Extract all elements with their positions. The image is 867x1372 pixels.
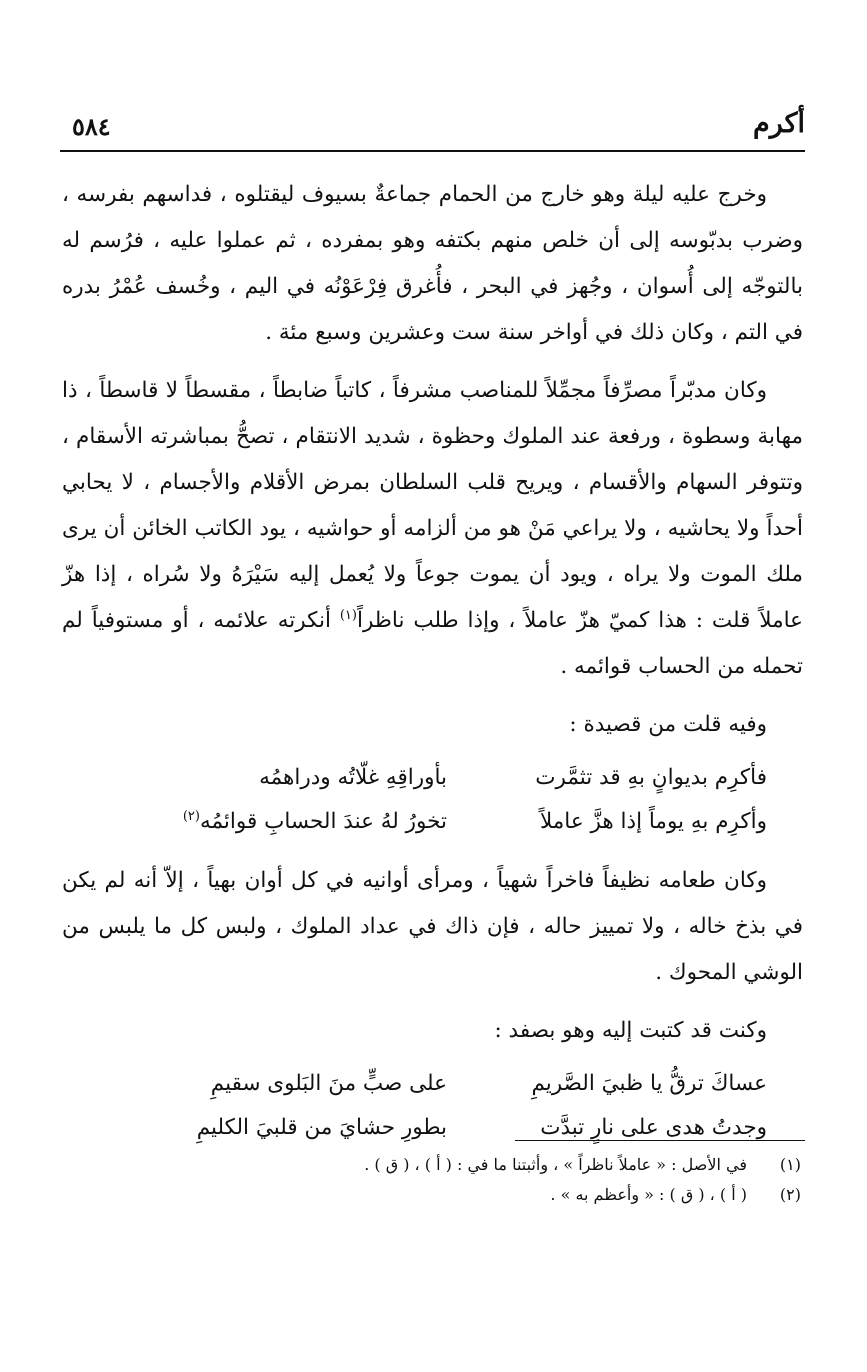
verse-row	[62, 1062, 767, 1106]
verse-row	[62, 800, 767, 844]
poem-2-lead: وكنت قد كتبت إليه وهو بصفد :	[494, 1018, 767, 1043]
footnote-text: في الأصل : « عاملاً ناظراً » ، وأثبتنا ما في : ( أ ) ، ( ق ) .	[364, 1155, 747, 1174]
verse-first-half: فأكرِم بديوانٍ بهِ قد تثمَّرت	[535, 765, 767, 790]
paragraph-2-part-2: أنكرته علائمه ، أو مستوفياً لم تحمله من الحساب قوائمه .	[62, 608, 803, 679]
footnote-ref-2: (٢)	[182, 808, 200, 824]
paragraph-1: وخرج عليه ليلة وهو خارج من الحمام جماعةٌ بسيوف ليقتلوه ، فداسهم بفرسه ، وضرب بدبّوسه إلى أن خلص منهم بكتفه وهو بمفرده ، ثم عملوا عليه ، فرُسم له بالتوجّه إلى أُسوان ، وجُهز في البحر ، فأُغرق فِرْعَوْنُه في اليم ، وخُسف عُمْرُ بدره في التم ، وكان ذلك في أواخر سنة ست وعشرين وسبع مئة .	[62, 182, 803, 345]
footnote-2	[62, 1180, 801, 1210]
verse-second-half	[147, 799, 447, 845]
footnotes	[62, 1150, 801, 1210]
footnote-number: (١)	[779, 1155, 801, 1174]
page-header	[60, 108, 805, 152]
footnote-ref-1: (١)	[339, 607, 357, 623]
paragraph-3: وكان طعامه نظيفاً فاخراً شهياً ، ومرأى أوانيه في كل أوان بهياً ، إلاّ أنه لم يكن في بذخ خاله ، ولا تمييز حاله ، فإن ذاك في عداد الملوك ، ولبس كل ما يلبس من الوشي المحوك .	[62, 868, 803, 985]
paragraph-2-part-1: وكان مدبّراً مصرِّفاً مجمِّلاً للمناصب مشرفاً ، كاتباً ضابطاً ، مقسطاً لا قاسطاً ، ذا مهابة وسطوة ، ورفعة عند الملوك وحظوة ، شديد الانتقام ، تصحُّ بمباشرته الأسقام ، وتتوفر السهام والأقسام ، ويريح قلب السلطان بمرض الأقلام والأجسام ، لا يحابي أحداً ولا يحاشيه ، ولا يراعي مَنْ هو من ألزامه أو حواشيه ، يود الكاتب الخائن أن يرى ملك الموت ولا يراه ، ويود أن يموت جوعاً ولا يُعمل إليه سَيْرَهُ ولا سُراه ، إذا هزّ عاملاً قلت : هذا كميّ هزّ عاملاً ، وإذا طلب ناظراً	[62, 378, 803, 633]
verse-second-half-text: تخورُ لهُ عندَ الحسابِ قوائمُه	[199, 809, 447, 834]
verse-row	[62, 756, 767, 800]
verse-second-half: على صبٍّ منَ البَلوى سقيمِ	[210, 1071, 447, 1096]
footnote-text: ( أ ) ، ( ق ) : « وأعظم به » .	[550, 1185, 747, 1204]
verse-second-half: بطورِ حشايَ من قلبيَ الكليمِ	[196, 1115, 447, 1140]
footnote-1	[62, 1150, 801, 1180]
page-number: ٥٨٤	[72, 112, 111, 141]
verse-row	[62, 1106, 767, 1150]
verse-second-half: بأوراقِهِ غلّاتُه ودراهمُه	[259, 765, 447, 790]
running-title: أكرم	[753, 108, 805, 139]
header-rule	[60, 150, 805, 152]
footnote-rule	[515, 1140, 805, 1141]
footnote-number: (٢)	[779, 1185, 801, 1204]
poem-1-lead: وفيه قلت من قصيدة :	[569, 712, 767, 737]
verse-first-half: عساكَ ترقُّ يا ظبيَ الصَّريمِ	[531, 1071, 767, 1096]
paragraph-2	[62, 368, 803, 690]
poem-2	[62, 1062, 803, 1150]
verse-first-half: وجدتُ هدى على نارٍ تبدَّت	[540, 1115, 767, 1140]
verse-first-half: وأكرِم بهِ يوماً إذا هزَّ عاملاً	[539, 809, 767, 834]
main-text	[62, 172, 803, 1164]
poem-1	[62, 756, 803, 844]
